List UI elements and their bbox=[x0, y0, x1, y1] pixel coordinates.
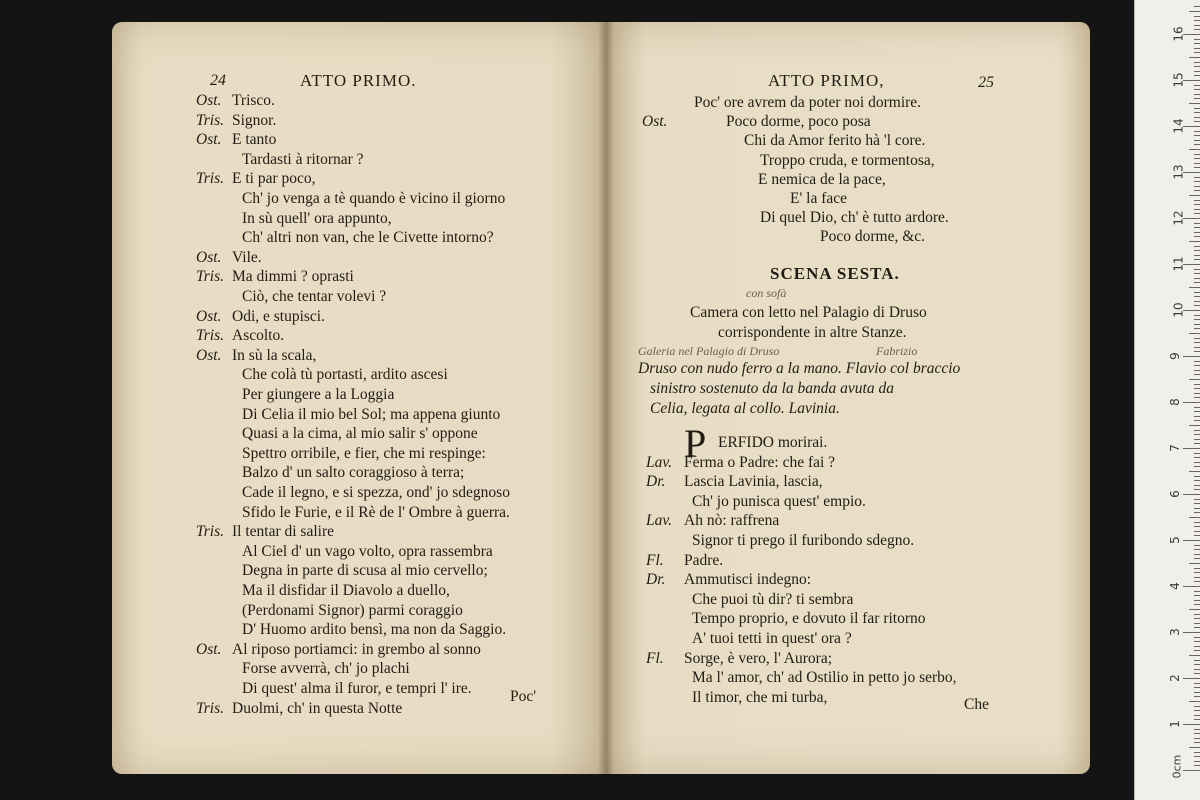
ruler-tick bbox=[1194, 85, 1200, 86]
verse-line: Ma il disfidar il Diavolo a duello, bbox=[242, 582, 450, 599]
ruler-tick bbox=[1194, 604, 1200, 605]
speaker-label: Dr. bbox=[646, 571, 666, 589]
ruler-tick bbox=[1189, 11, 1200, 12]
verse-line: Duolmi, ch' in questa Notte bbox=[232, 699, 403, 717]
ruler-tick bbox=[1194, 407, 1200, 408]
ruler-tick bbox=[1194, 729, 1200, 730]
ruler-tick bbox=[1194, 641, 1200, 642]
speaker-label: Tris. bbox=[196, 523, 225, 541]
ruler-tick bbox=[1194, 259, 1200, 260]
ruler-tick bbox=[1194, 190, 1200, 191]
verse-line: Spettro orribile, e fier, che mi respinge: bbox=[242, 444, 486, 462]
ruler-number: 12 bbox=[1171, 210, 1186, 226]
verse-line: Sorge, è vero, l' Aurora; bbox=[684, 649, 832, 667]
ruler-tick bbox=[1194, 71, 1200, 72]
verse-line: A' tuoi tetti in quest' ora ? bbox=[692, 630, 852, 647]
running-header: ATTO PRIMO, bbox=[768, 71, 885, 90]
ruler-tick bbox=[1194, 89, 1200, 90]
verse-line: D' Huomo ardito bensì, ma non da Saggio. bbox=[242, 621, 507, 639]
verse-line: Troppo cruda, e tormentosa, bbox=[760, 151, 935, 169]
ruler-tick bbox=[1189, 471, 1200, 472]
measuring-ruler bbox=[1134, 0, 1200, 800]
speaker-label: Tris. bbox=[196, 170, 225, 188]
ruler-tick bbox=[1183, 540, 1200, 541]
ruler-tick bbox=[1194, 94, 1200, 95]
ruler-tick bbox=[1194, 255, 1200, 256]
verse-line: Signor. bbox=[232, 111, 277, 129]
ruler-tick bbox=[1194, 140, 1200, 141]
ruler-tick bbox=[1194, 177, 1200, 178]
ruler-tick bbox=[1194, 62, 1200, 63]
ruler-tick bbox=[1194, 365, 1200, 366]
speaker-label: Lav. bbox=[646, 512, 672, 530]
ruler-tick bbox=[1194, 204, 1200, 205]
speaker-label: Fl. bbox=[646, 649, 664, 667]
ruler-tick bbox=[1194, 696, 1200, 697]
verse-line: Chi da Amor ferito hà 'l core. bbox=[744, 132, 926, 150]
ruler-tick bbox=[1194, 535, 1200, 536]
ruler-tick bbox=[1194, 512, 1200, 513]
verse-line: Per giungere a la Loggia bbox=[242, 386, 395, 403]
ruler-tick bbox=[1194, 577, 1200, 578]
ruler-tick bbox=[1194, 135, 1200, 136]
verse-line: E ti par poco, bbox=[232, 170, 316, 188]
ruler-tick bbox=[1194, 411, 1200, 412]
ruler-tick bbox=[1194, 25, 1200, 26]
ruler-number: 5 bbox=[1167, 536, 1182, 544]
ruler-tick bbox=[1194, 443, 1200, 444]
speaker-label: Ost. bbox=[196, 307, 222, 325]
ruler-tick bbox=[1194, 66, 1200, 67]
ruler-tick bbox=[1194, 29, 1200, 30]
ruler-tick bbox=[1189, 747, 1200, 748]
verse-line: (Perdonami Signor) parmi coraggio bbox=[242, 601, 463, 619]
ruler-tick bbox=[1194, 466, 1200, 467]
ruler-tick bbox=[1194, 439, 1200, 440]
ruler-number: 15 bbox=[1171, 72, 1186, 88]
catchword: Poc' bbox=[510, 688, 537, 705]
character-list-line: sinistro sostenuto da la banda avuta da bbox=[650, 380, 894, 397]
ruler-tick bbox=[1194, 232, 1200, 233]
scene-title: SCENA SESTA. bbox=[770, 264, 900, 283]
ruler-tick bbox=[1194, 756, 1200, 757]
verse-line: Ammutisci indegno: bbox=[684, 571, 812, 589]
ruler-tick bbox=[1194, 328, 1200, 329]
speaker-label: Tris. bbox=[196, 268, 225, 286]
ruler-tick bbox=[1194, 75, 1200, 76]
verse-line: Padre. bbox=[684, 551, 724, 569]
verse-line: Il timor, che mi turba, bbox=[692, 688, 828, 706]
ruler-tick bbox=[1189, 333, 1200, 334]
ruler-tick bbox=[1194, 660, 1200, 661]
verse-line: Balzo d' un salto coraggioso à terra; bbox=[242, 464, 465, 482]
ruler-tick bbox=[1194, 549, 1200, 550]
ruler-tick bbox=[1194, 112, 1200, 113]
ruler-tick bbox=[1194, 315, 1200, 316]
ruler-tick bbox=[1194, 121, 1200, 122]
speaker-label: Tris. bbox=[196, 327, 225, 345]
book-gutter bbox=[598, 22, 614, 774]
ruler-tick bbox=[1194, 600, 1200, 601]
speaker-label: Dr. bbox=[646, 473, 666, 491]
ruler-tick bbox=[1194, 163, 1200, 164]
verse-line: Che puoi tù dir? ti sembra bbox=[692, 590, 854, 608]
verse-line: Tempo proprio, e dovuto il far ritorno bbox=[692, 610, 926, 628]
ruler-tick bbox=[1194, 618, 1200, 619]
ruler-tick bbox=[1194, 765, 1200, 766]
ruler-tick bbox=[1194, 347, 1200, 348]
ruler-tick bbox=[1194, 273, 1200, 274]
ruler-tick bbox=[1194, 384, 1200, 385]
ruler-tick bbox=[1183, 586, 1200, 587]
verse-line: Degna in parte di scusa al mio cervello; bbox=[242, 562, 488, 580]
ruler-number: 1 bbox=[1167, 720, 1182, 728]
ruler-tick bbox=[1194, 227, 1200, 228]
ruler-tick bbox=[1194, 6, 1200, 7]
ruler-tick bbox=[1183, 448, 1200, 449]
page-number: 24 bbox=[210, 72, 226, 89]
ruler-number: 16 bbox=[1171, 26, 1186, 42]
verse-line: Il tentar di salire bbox=[232, 523, 334, 541]
verse-line: Ah nò: raffrena bbox=[684, 512, 780, 530]
ruler-tick bbox=[1194, 554, 1200, 555]
ruler-tick bbox=[1194, 430, 1200, 431]
ruler-tick bbox=[1194, 545, 1200, 546]
ruler-tick bbox=[1194, 131, 1200, 132]
ruler-tick bbox=[1194, 388, 1200, 389]
verse-line: ERFIDO morirai. bbox=[718, 434, 828, 451]
verse-line: Di quel Dio, ch' è tutto ardore. bbox=[760, 209, 949, 227]
ruler-tick bbox=[1189, 149, 1200, 150]
ruler-number: 8 bbox=[1167, 398, 1182, 406]
speaker-label: Ost. bbox=[196, 248, 222, 266]
ruler-tick bbox=[1194, 167, 1200, 168]
verse-line: E tanto bbox=[232, 131, 277, 149]
ruler-tick bbox=[1194, 292, 1200, 293]
ruler-tick bbox=[1194, 710, 1200, 711]
ruler-number: 10 bbox=[1171, 302, 1186, 318]
verse-line: Che colà tù portasti, ardito ascesi bbox=[242, 366, 448, 384]
ruler-tick bbox=[1194, 558, 1200, 559]
ruler-tick bbox=[1194, 213, 1200, 214]
ruler-tick bbox=[1194, 420, 1200, 421]
ruler-tick bbox=[1194, 669, 1200, 670]
ruler-tick bbox=[1183, 724, 1200, 725]
verse-line: Ch' jo venga a tè quando è vicino il giorno bbox=[242, 190, 506, 207]
ruler-number: 6 bbox=[1167, 490, 1182, 498]
ruler-tick bbox=[1194, 154, 1200, 155]
ruler-tick bbox=[1189, 655, 1200, 656]
ruler-tick bbox=[1194, 683, 1200, 684]
ruler-tick bbox=[1183, 494, 1200, 495]
ruler-tick bbox=[1194, 687, 1200, 688]
left-page bbox=[112, 22, 606, 774]
ruler-number: 9 bbox=[1167, 352, 1182, 360]
ruler-tick bbox=[1194, 499, 1200, 500]
verse-line: Poco dorme, &c. bbox=[820, 228, 926, 246]
verse-line: Ma dimmi ? oprasti bbox=[232, 268, 354, 286]
ruler-tick bbox=[1194, 236, 1200, 237]
ruler-tick bbox=[1194, 186, 1200, 187]
ruler-tick bbox=[1194, 706, 1200, 707]
ruler-tick bbox=[1194, 623, 1200, 624]
character-list-line: Celia, legata al collo. Lavinia. bbox=[650, 400, 840, 417]
ruler-tick bbox=[1194, 250, 1200, 251]
catchword: Che bbox=[964, 696, 989, 713]
right-page bbox=[606, 22, 1090, 774]
ruler-tick bbox=[1194, 462, 1200, 463]
verse-line: In sù la scala, bbox=[232, 346, 317, 364]
ruler-tick bbox=[1194, 20, 1200, 21]
ruler-tick bbox=[1189, 563, 1200, 564]
ruler-tick bbox=[1194, 646, 1200, 647]
speaker-label: Lav. bbox=[646, 453, 672, 471]
verse-line: Ferma o Padre: che fai ? bbox=[684, 453, 836, 471]
verse-line: Al Ciel d' un vago volto, opra rassembra bbox=[242, 542, 493, 560]
ruler-tick bbox=[1189, 379, 1200, 380]
handwritten-note: con sofà bbox=[746, 286, 787, 300]
verse-line: Vile. bbox=[232, 248, 262, 266]
ruler-tick bbox=[1194, 43, 1200, 44]
verse-line: Tardasti à ritornar ? bbox=[242, 150, 364, 168]
ruler-tick bbox=[1194, 531, 1200, 532]
verse-line: E' la face bbox=[790, 190, 847, 207]
stage-setting-line: Camera con letto nel Palagio di Druso bbox=[690, 304, 927, 321]
ruler-number: 14 bbox=[1171, 118, 1186, 134]
ruler-tick bbox=[1194, 453, 1200, 454]
ruler-tick bbox=[1194, 370, 1200, 371]
speaker-label: Ost. bbox=[642, 113, 668, 131]
ruler-number: 3 bbox=[1167, 628, 1182, 636]
ruler-tick bbox=[1194, 752, 1200, 753]
ruler-tick bbox=[1194, 761, 1200, 762]
verse-line: Di Celia il mio bel Sol; ma appena giunto bbox=[242, 405, 501, 423]
ruler-tick bbox=[1194, 503, 1200, 504]
ruler-tick bbox=[1194, 489, 1200, 490]
ruler-tick bbox=[1189, 287, 1200, 288]
verse-line: Sfido le Furie, e il Rè de l' Ombre à guerra. bbox=[242, 503, 510, 521]
ruler-number: 13 bbox=[1171, 164, 1186, 180]
ruler-tick bbox=[1194, 508, 1200, 509]
ruler-tick bbox=[1194, 614, 1200, 615]
ruler-tick bbox=[1194, 278, 1200, 279]
ruler-tick bbox=[1194, 108, 1200, 109]
speaker-label: Fl. bbox=[646, 551, 664, 569]
ruler-number: 11 bbox=[1171, 256, 1186, 272]
ruler-tick bbox=[1194, 476, 1200, 477]
page-number: 25 bbox=[978, 74, 994, 91]
ruler-tick bbox=[1194, 319, 1200, 320]
handwritten-note: Fabrizio bbox=[876, 344, 918, 358]
ruler-tick bbox=[1194, 692, 1200, 693]
ruler-tick bbox=[1194, 338, 1200, 339]
ruler-tick bbox=[1194, 48, 1200, 49]
speaker-label: Ost. bbox=[196, 346, 222, 364]
ruler-tick bbox=[1194, 457, 1200, 458]
ruler-tick bbox=[1194, 650, 1200, 651]
ruler-tick bbox=[1194, 209, 1200, 210]
ruler-tick bbox=[1194, 742, 1200, 743]
ruler-tick bbox=[1194, 480, 1200, 481]
ruler-tick bbox=[1194, 98, 1200, 99]
ruler-tick bbox=[1194, 733, 1200, 734]
ruler-tick bbox=[1183, 770, 1200, 771]
ruler-tick bbox=[1194, 719, 1200, 720]
ruler-tick bbox=[1183, 356, 1200, 357]
ruler-tick bbox=[1194, 342, 1200, 343]
verse-line: Poc' ore avrem da poter noi dormire. bbox=[694, 94, 922, 111]
ruler-tick bbox=[1189, 425, 1200, 426]
verse-line: Signor ti prego il furibondo sdegno. bbox=[692, 532, 915, 549]
verse-line: Cade il legno, e si spezza, ond' jo sdegnoso bbox=[242, 484, 510, 501]
verse-line: E nemica de la pace, bbox=[758, 170, 886, 188]
ruler-number: 2 bbox=[1167, 674, 1182, 682]
ruler-tick bbox=[1194, 246, 1200, 247]
verse-line: Lascia Lavinia, lascia, bbox=[684, 473, 823, 491]
speaker-label: Ost. bbox=[196, 640, 222, 658]
verse-line: Odi, e stupisci. bbox=[232, 307, 325, 325]
ruler-tick bbox=[1194, 52, 1200, 53]
verse-line: Ch' altri non van, che le Civette intorno? bbox=[242, 229, 494, 247]
ruler-tick bbox=[1194, 117, 1200, 118]
verse-line: Ascolto. bbox=[232, 327, 285, 345]
ruler-tick bbox=[1194, 581, 1200, 582]
ruler-tick bbox=[1194, 144, 1200, 145]
ruler-tick bbox=[1189, 241, 1200, 242]
ruler-tick bbox=[1194, 526, 1200, 527]
ruler-tick bbox=[1194, 568, 1200, 569]
ruler-tick bbox=[1194, 393, 1200, 394]
verse-line: Al riposo portiamci: in grembo al sonno bbox=[232, 640, 481, 658]
drop-cap: P bbox=[684, 421, 707, 466]
verse-line: Quasi a la cima, al mio salir s' oppone bbox=[242, 425, 478, 443]
ruler-tick bbox=[1189, 517, 1200, 518]
ruler-tick bbox=[1194, 572, 1200, 573]
ruler-unit-label: 0cm bbox=[1170, 754, 1184, 779]
ruler-tick bbox=[1194, 715, 1200, 716]
speaker-label: Tris. bbox=[196, 111, 225, 129]
ruler-tick bbox=[1194, 397, 1200, 398]
ruler-tick bbox=[1194, 522, 1200, 523]
verse-line: Ciò, che tentar volevi ? bbox=[242, 288, 387, 305]
ruler-tick bbox=[1194, 305, 1200, 306]
ruler-tick bbox=[1194, 39, 1200, 40]
verse-line: In sù quell' ora appunto, bbox=[242, 209, 392, 227]
verse-line: Forse avverrà, ch' jo plachi bbox=[242, 660, 410, 678]
verse-line: Ma l' amor, ch' ad Ostilio in petto jo serbo, bbox=[692, 669, 957, 687]
ruler-tick bbox=[1189, 103, 1200, 104]
character-list-line: Druso con nudo ferro a la mano. Flavio col braccio bbox=[638, 360, 961, 377]
speaker-label: Ost. bbox=[196, 92, 222, 109]
verse-line: Di quest' alma il furor, e tempri l' ire. bbox=[242, 680, 472, 697]
ruler-tick bbox=[1194, 627, 1200, 628]
ruler-tick bbox=[1189, 195, 1200, 196]
ruler-tick bbox=[1194, 591, 1200, 592]
ruler-tick bbox=[1194, 637, 1200, 638]
open-book bbox=[112, 22, 1090, 774]
ruler-tick bbox=[1194, 416, 1200, 417]
ruler-tick bbox=[1183, 632, 1200, 633]
ruler-number: 7 bbox=[1167, 444, 1182, 452]
ruler-tick bbox=[1194, 595, 1200, 596]
ruler-tick bbox=[1194, 664, 1200, 665]
ruler-tick bbox=[1194, 296, 1200, 297]
ruler-tick bbox=[1194, 200, 1200, 201]
speaker-label: Ost. bbox=[196, 131, 222, 149]
ruler-tick bbox=[1194, 181, 1200, 182]
ruler-tick bbox=[1194, 223, 1200, 224]
ruler-tick bbox=[1194, 301, 1200, 302]
speaker-label: Tris. bbox=[196, 699, 225, 717]
handwritten-note: Galeria nel Palagio di Druso bbox=[638, 344, 780, 358]
ruler-tick bbox=[1189, 57, 1200, 58]
ruler-tick bbox=[1194, 16, 1200, 17]
ruler-tick bbox=[1194, 738, 1200, 739]
ruler-tick bbox=[1183, 402, 1200, 403]
verse-line: Poco dorme, poco posa bbox=[726, 113, 871, 131]
ruler-tick bbox=[1194, 434, 1200, 435]
ruler-tick bbox=[1189, 609, 1200, 610]
ruler-tick bbox=[1194, 351, 1200, 352]
ruler-tick bbox=[1194, 282, 1200, 283]
ruler-tick bbox=[1194, 324, 1200, 325]
ruler-tick bbox=[1194, 269, 1200, 270]
verse-line: Trisco. bbox=[232, 92, 275, 109]
ruler-tick bbox=[1194, 485, 1200, 486]
ruler-tick bbox=[1194, 361, 1200, 362]
running-header: ATTO PRIMO. bbox=[300, 71, 417, 90]
ruler-tick bbox=[1189, 701, 1200, 702]
verse-line: Ch' jo punisca quest' empio. bbox=[692, 492, 866, 510]
ruler-tick bbox=[1183, 678, 1200, 679]
ruler-number: 4 bbox=[1167, 582, 1182, 590]
ruler-tick bbox=[1194, 374, 1200, 375]
ruler-tick bbox=[1194, 673, 1200, 674]
stage-setting-line: corrispondente in altre Stanze. bbox=[718, 324, 907, 341]
ruler-tick bbox=[1194, 158, 1200, 159]
